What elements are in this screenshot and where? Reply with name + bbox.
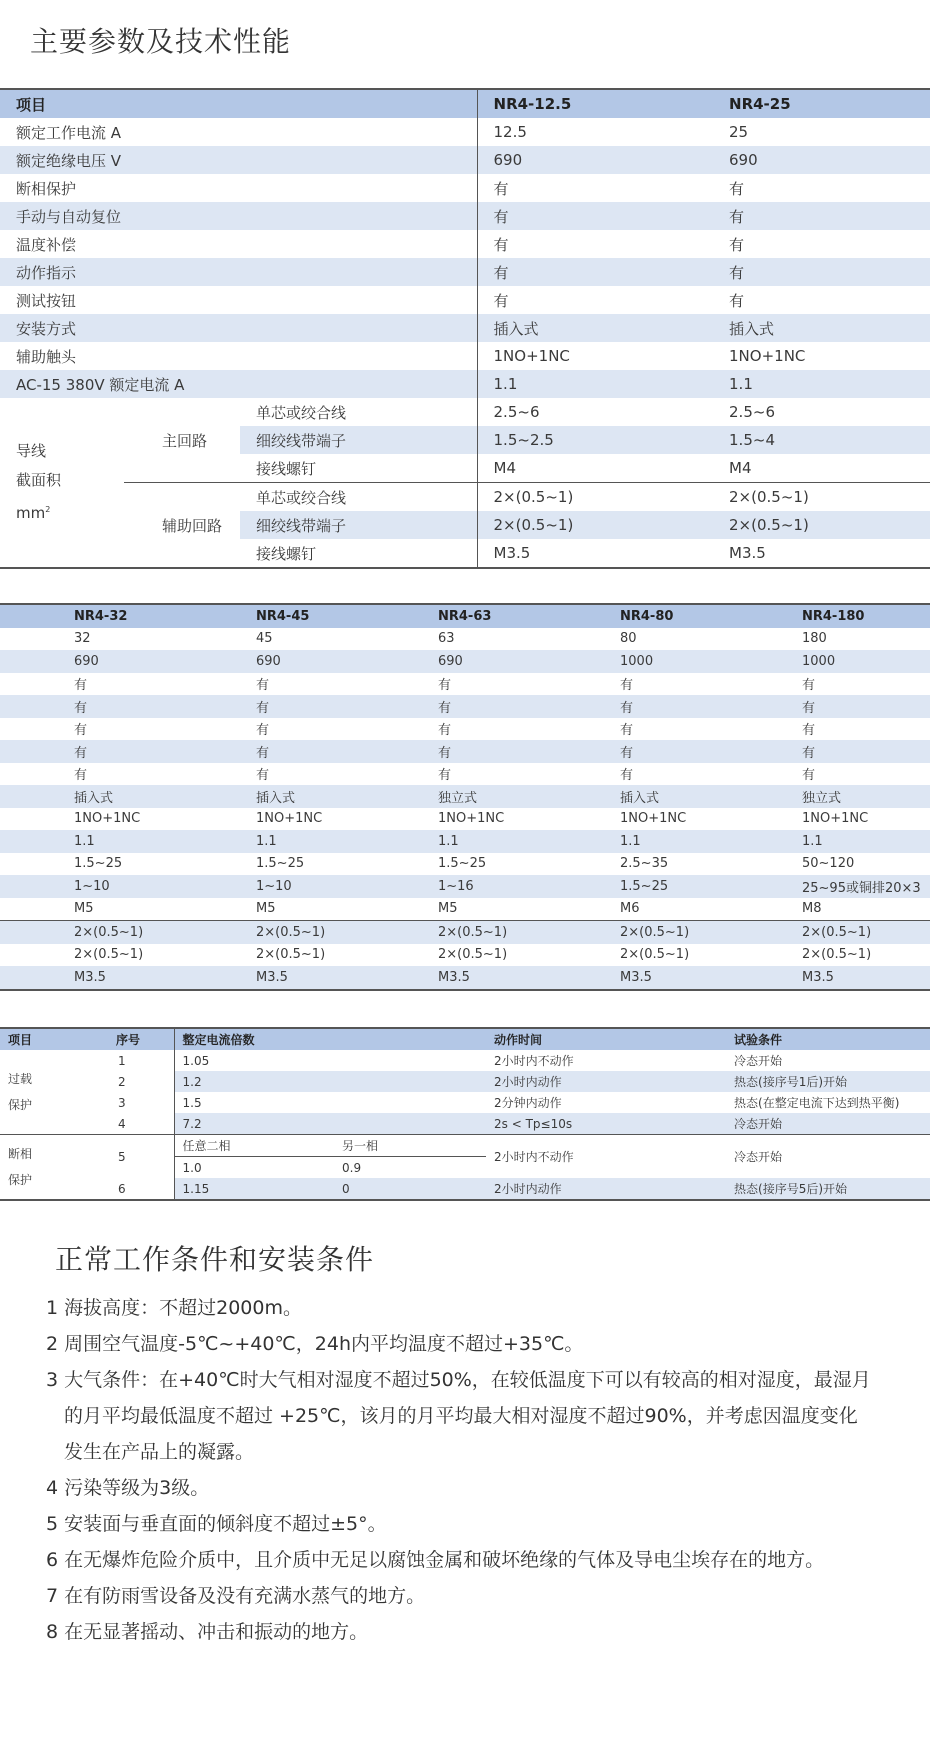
table-row: 断相 保护 5 任意二相 另一相 2小时内不动作 冷态开始 (0, 1135, 930, 1157)
table-cell: 有 (256, 768, 270, 784)
table-row: 断相保护 有 有 (0, 174, 930, 202)
main-circuit-label: 主回路 (124, 398, 240, 483)
condition-item: 7 在有防雨雪设备及没有充满水蒸气的地方。 (46, 1585, 426, 1607)
table-cell: 有 (256, 678, 270, 694)
table-row (0, 628, 930, 651)
table-cell: 有 (604, 695, 786, 718)
table-cell: 690 (422, 650, 604, 673)
table-row: 测试按钮 有 有 (0, 286, 930, 314)
table-cell: 2×(0.5~1) (256, 947, 326, 963)
header-item: 项目 (0, 89, 477, 118)
table-cell: 63 (438, 631, 455, 647)
table-row: 6 1.15 0 2小时内动作 热态(接序号5后)开始 (0, 1178, 930, 1200)
table-cell: 1.1 (786, 830, 930, 853)
table-row: 导线 截面积 $mm^2$ 主回路 单芯或绞合线 2.5~6 2.5~6 (0, 398, 930, 426)
conditions-list (46, 1290, 876, 1650)
table-cell: 有 (786, 740, 930, 763)
table-row: 额定绝缘电压 V 690 690 (0, 146, 930, 174)
table-row (0, 898, 930, 921)
table-row: 1.0 0.9 (0, 1157, 930, 1179)
table-cell: 2×(0.5~1) (802, 947, 872, 963)
table-cell: 有 (802, 678, 816, 694)
table-cell: 1NO+1NC (256, 811, 323, 827)
table-cell: 80 (620, 631, 637, 647)
overload-label: 过载 保护 (8, 1072, 33, 1112)
table-cell: 有 (240, 740, 422, 763)
table-cell: 2×(0.5~1) (422, 921, 604, 944)
table-cell: M3.5 (240, 966, 422, 990)
table-cell: 50~120 (802, 856, 855, 872)
table-cell: 2×(0.5~1) (74, 947, 144, 963)
table-cell: 有 (620, 768, 634, 784)
table-cell: 690 (0, 650, 240, 673)
table-row (0, 875, 930, 898)
table-row (0, 830, 930, 853)
table-row: 4 7.2 2s < Tp≤10s 冷态开始 (0, 1113, 930, 1135)
table-row: 3 1.5 2分钟内动作 热态(在整定电流下达到热平衡) (0, 1092, 930, 1113)
table-cell: 有 (620, 678, 634, 694)
table-cell: 有 (438, 678, 452, 694)
table-cell: M5 (438, 901, 458, 917)
table-cell: M5 (74, 901, 94, 917)
table-row: 细绞线带端子 2×(0.5~1) 2×(0.5~1) (0, 511, 930, 539)
table-header-row (0, 89, 930, 118)
condition-item: 1 海拔高度：不超过2000m。 (46, 1297, 302, 1319)
table-cell: 插入式 (0, 785, 240, 808)
table-row (0, 740, 930, 763)
table-cell: 45 (256, 631, 273, 647)
table-row (0, 808, 930, 831)
table-cell: 2.5~35 (620, 856, 669, 872)
table-cell: M3.5 (0, 966, 240, 990)
table-cell: 有 (422, 695, 604, 718)
condition-item: 8 在无显著摇动、冲击和振动的地方。 (46, 1621, 369, 1643)
table-cell: 1.5~25 (256, 856, 305, 872)
table-row: 辅助回路 单芯或绞合线 2×(0.5~1) 2×(0.5~1) (0, 483, 930, 512)
table-cell: 有 (74, 678, 88, 694)
table-cell: 1NO+1NC (802, 811, 869, 827)
table-row: 额定工作电流 A 12.5 25 (0, 118, 930, 146)
condition-item: 2 周围空气温度-5℃~+40℃，24h内平均温度不超过+35℃。 (46, 1333, 584, 1355)
table-row (0, 650, 930, 673)
table-row (0, 718, 930, 741)
model-params-table (0, 603, 930, 991)
table-cell: 1.1 (240, 830, 422, 853)
aux-circuit-label: 辅助回路 (124, 483, 240, 569)
table-cell: 插入式 (240, 785, 422, 808)
table-cell: 2×(0.5~1) (438, 947, 508, 963)
table-cell: 有 (256, 723, 270, 739)
table-row (0, 944, 930, 967)
table-cell: 2×(0.5~1) (240, 921, 422, 944)
table-cell: 独立式 (786, 785, 930, 808)
table-cell: 1.5~25 (438, 856, 487, 872)
table-cell: 有 (240, 695, 422, 718)
header-model: NR4-12.5 (477, 89, 713, 118)
table-cell: 有 (0, 740, 240, 763)
table-cell: 有 (438, 723, 452, 739)
main-params-table (0, 88, 930, 569)
condition-item: 4 污染等级为3级。 (46, 1477, 210, 1499)
table-cell: 32 (74, 631, 91, 647)
table-row (0, 853, 930, 876)
table-cell: 独立式 (422, 785, 604, 808)
table-cell: 插入式 (604, 785, 786, 808)
table-row: 接线螺钉 M4 M4 (0, 454, 930, 483)
table-row: 辅助触头 1NO+1NC 1NO+1NC (0, 342, 930, 370)
phase-loss-label: 断相 保护 (0, 1135, 108, 1201)
table-cell: 180 (802, 631, 827, 647)
table-row (0, 966, 930, 990)
section1-title: 主要参数及技术性能 (30, 25, 292, 58)
table-cell: 1000 (786, 650, 930, 673)
table-row (0, 673, 930, 696)
table-cell: 1.1 (0, 830, 240, 853)
table-cell: 1.1 (422, 830, 604, 853)
table-cell: 25~95或铜排20×3 (786, 875, 930, 898)
table-row (0, 921, 930, 944)
table-cell: 2×(0.5~1) (604, 921, 786, 944)
table-row: 安装方式 插入式 插入式 (0, 314, 930, 342)
table-cell: 有 (802, 768, 816, 784)
table-cell: 1NO+1NC (438, 811, 505, 827)
table-cell: 1~10 (0, 875, 240, 898)
table-row (0, 695, 930, 718)
table-cell: M8 (802, 901, 822, 917)
table-cell: M6 (620, 901, 640, 917)
table-row: 动作指示 有 有 (0, 258, 930, 286)
table-cell: 1~16 (422, 875, 604, 898)
table-cell: 有 (438, 768, 452, 784)
table-cell: 有 (422, 740, 604, 763)
table-cell: 2×(0.5~1) (620, 947, 690, 963)
table-cell: 1.1 (604, 830, 786, 853)
table-header-row: NR4-32 NR4-45 NR4-63 NR4-80 NR4-180 (0, 604, 930, 628)
condition-item: 6 在无爆炸危险介质中，且介质中无足以腐蚀金属和破坏绝缘的气体及导电尘埃存在的地方。 (46, 1549, 825, 1571)
table-cell: 1~10 (240, 875, 422, 898)
table-row: 细绞线带端子 1.5~2.5 1.5~4 (0, 426, 930, 454)
section2-title: 正常工作条件和安装条件 (55, 1243, 375, 1276)
table-cell: 有 (74, 723, 88, 739)
table-row: 温度补偿 有 有 (0, 230, 930, 258)
table-row (0, 785, 930, 808)
table-cell: 2×(0.5~1) (0, 921, 240, 944)
table-row: 2 1.2 2小时内动作 热态(接序号1后)开始 (0, 1071, 930, 1092)
header-model: NR4-25 (713, 89, 930, 118)
table-cell: 1000 (604, 650, 786, 673)
table-cell: M5 (256, 901, 276, 917)
wire-section-label: 导线 截面积 $mm^2$ (0, 398, 124, 568)
table-row: 接线螺钉 M3.5 M3.5 (0, 539, 930, 568)
condition-item: 3 大气条件：在+40℃时大气相对湿度不超过50%，在较低温度下可以有较高的相对湿度，最湿月的月平均最低温度不超过 +25℃，该月的月平均最大相对湿度不超过90%，并考虑因温度变化发生在产品上的凝露。 (46, 1369, 871, 1463)
table-header-row: 项目 序号 整定电流倍数 动作时间 试验条件 (0, 1028, 930, 1050)
table-cell: 1NO+1NC (74, 811, 141, 827)
table-cell: 有 (802, 723, 816, 739)
table-cell: 2×(0.5~1) (786, 921, 930, 944)
table-cell: 1.5~25 (74, 856, 123, 872)
condition-item: 5 安装面与垂直面的倾斜度不超过±5°。 (46, 1513, 387, 1535)
table-cell: M3.5 (786, 966, 930, 990)
table-cell: 1.5~25 (604, 875, 786, 898)
table-row: 过载 保护 1 1.05 2小时内不动作 冷态开始 (0, 1050, 930, 1071)
table-cell: 有 (0, 695, 240, 718)
table-row: 手动与自动复位 有 有 (0, 202, 930, 230)
table-cell: 1NO+1NC (620, 811, 687, 827)
table-cell: M3.5 (604, 966, 786, 990)
table-cell: M3.5 (422, 966, 604, 990)
table-cell: 有 (604, 740, 786, 763)
table-row (0, 763, 930, 786)
table-cell: 690 (240, 650, 422, 673)
table-cell: 有 (74, 768, 88, 784)
table-cell: 有 (620, 723, 634, 739)
protection-table (0, 1027, 930, 1201)
table-row: AC-15 380V 额定电流 A 1.1 1.1 (0, 370, 930, 398)
table-cell: 有 (786, 695, 930, 718)
